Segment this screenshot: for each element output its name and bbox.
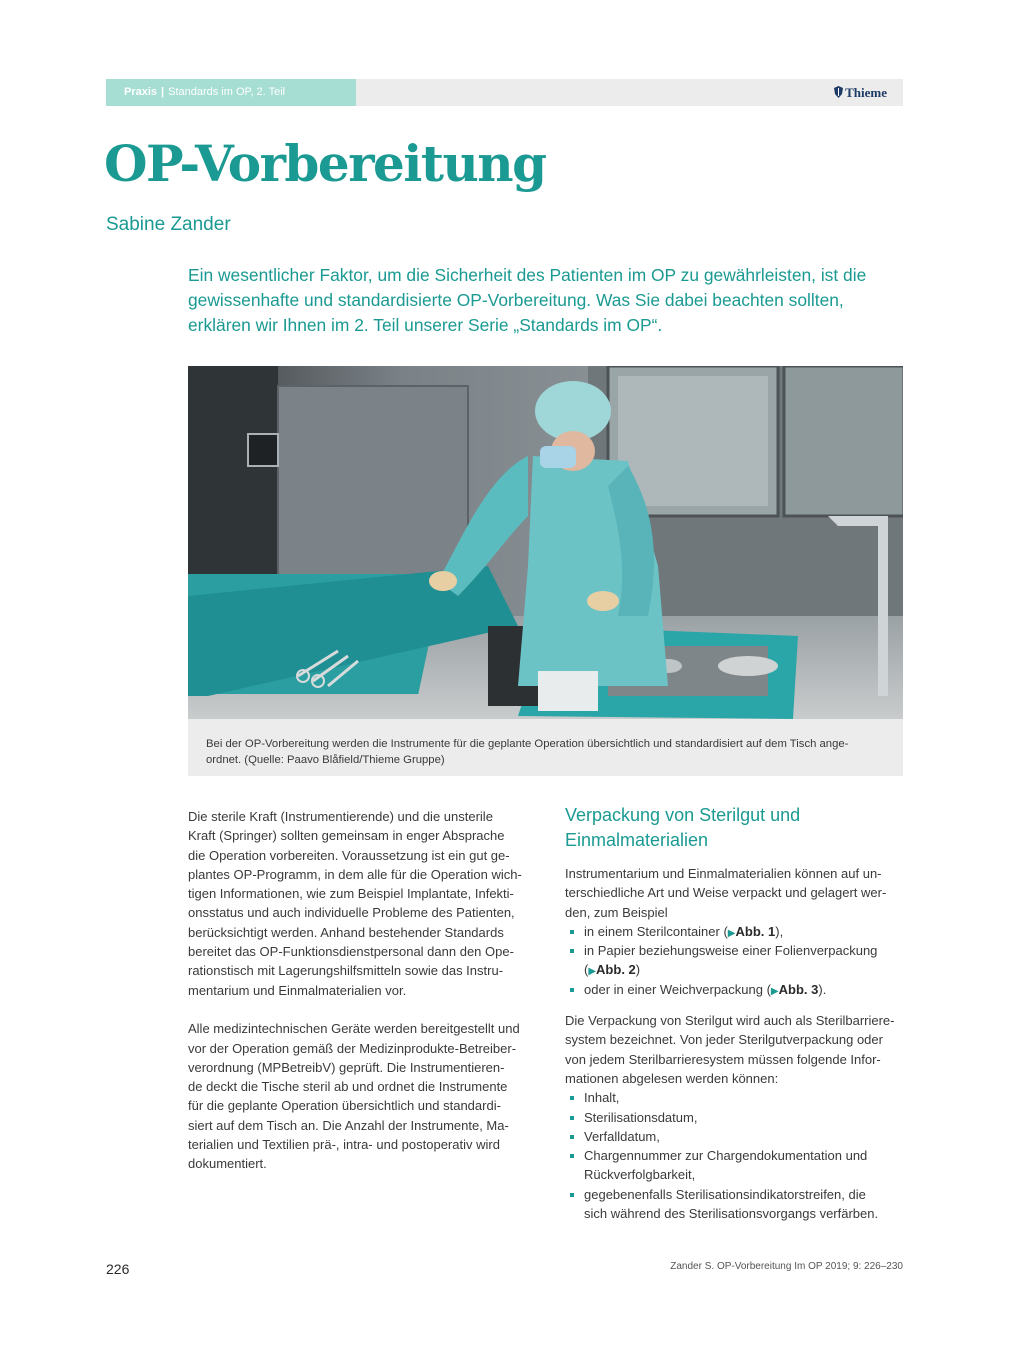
text-line: Alle medizintechnischen Geräte werden bereitgestellt und (188, 1021, 520, 1037)
text-line: plantes OP-Programm, in dem alle für die Operation wich- (188, 866, 522, 882)
operating-room-photo (188, 366, 903, 719)
bullet-icon (570, 1116, 574, 1120)
article-title: OP-Vorbereitung (104, 134, 546, 193)
list-item (565, 1108, 905, 1127)
list-item-text: Sterilisationsdatum, (584, 1109, 698, 1125)
publisher-logo (834, 79, 887, 106)
list-item-continuation (565, 960, 905, 979)
body-paragraph (188, 807, 528, 1000)
text-line: system bezeichnet. Von jeder Sterilgutverpackung oder (565, 1032, 883, 1048)
text-line: siert auf dem Tisch an. Die Anzahl der Instrumente, Ma- (188, 1117, 509, 1133)
list-item-text: in Papier beziehungsweise einer Folienverpackung (584, 943, 878, 959)
list-item-continuation (565, 1165, 905, 1184)
text-line: de deckt die Tische steril ab und ordnet die Instrumente (188, 1079, 508, 1095)
arrow-right-icon: ▶ (770, 985, 779, 997)
bullet-icon (570, 1154, 574, 1158)
bullet-icon (570, 988, 574, 992)
text-line: den, zum Beispiel (565, 904, 668, 920)
list-item-text: Rückverfolgbarkeit, (584, 1167, 696, 1183)
section-separator: | (161, 86, 165, 98)
page-number: 226 (106, 1261, 130, 1277)
figure-reference-link[interactable]: Abb. 3 (778, 981, 819, 997)
list-item (565, 922, 905, 941)
text-line: mentarium und Einmalmaterialien vor. (188, 982, 407, 998)
citation-line: Zander S. OP-Vorbereitung Im OP 2019; 9: 226–230 (670, 1261, 903, 1272)
arrow-right-icon: ▶ (727, 927, 736, 939)
information-list (565, 1088, 905, 1223)
text-line: die Operation vorbereiten. Voraussetzung ist ein gut ge- (188, 847, 510, 863)
text-line: verordnung (MPBetreibV) geprüft. Die Instrumentieren- (188, 1059, 505, 1075)
lead-line: erklären wir Ihnen im 2. Teil unserer Serie „Standards im OP“. (188, 315, 663, 335)
right-column (565, 803, 905, 1223)
bullet-icon (570, 930, 574, 934)
list-item-text: Inhalt, (584, 1090, 620, 1106)
list-item-continuation (565, 1204, 905, 1223)
article-lead (188, 263, 903, 338)
text-line: von jedem Sterilbarrieresystem müssen folgende Infor- (565, 1051, 881, 1067)
list-item (565, 1185, 905, 1204)
text-line: onsstatus und auch individuelle Probleme des Patienten, (188, 905, 515, 921)
figure-reference-link[interactable]: Abb. 2 (596, 962, 636, 978)
text-line: Kraft (Springer) sollten gemeinsam in enger Absprache (188, 828, 505, 844)
text-line: terialien und Textilien prä-, intra- und postoperativ wird (188, 1137, 500, 1153)
list-item-text: Chargennummer zur Chargendokumentation und (584, 1148, 868, 1164)
text-line: mationen abgelesen werden können: (565, 1070, 779, 1086)
bullet-icon (570, 949, 574, 953)
caption-line: Bei der OP-Vorbereitung werden die Instrumente für die geplante Operation übersichtlich und standardisiert auf dem Tisch ange- (206, 738, 849, 750)
text-line: dokumentiert. (188, 1156, 267, 1172)
text-line: für die geplante Operation übersichtlich und standardi- (188, 1098, 501, 1114)
list-item-text: in einem Sterilcontainer ( (584, 923, 728, 939)
list-item-text: ). (818, 981, 827, 997)
text-line: Die sterile Kraft (Instrumentierende) und die unsterile (188, 809, 493, 824)
text-line: berücksichtigt werden. Anhand bestehender Standards (188, 924, 504, 940)
list-item-text: gegebenenfalls Sterilisationsindikatorstreifen, die (584, 1186, 866, 1202)
bullet-icon (570, 1135, 574, 1139)
section-label: Praxis (124, 86, 158, 98)
bullet-icon (570, 1096, 574, 1100)
list-item-text: sich während des Sterilisationsvorgangs verfärben. (584, 1206, 879, 1222)
caption-line: ordnet. (Quelle: Paavo Blåfield/Thieme Gruppe) (206, 754, 445, 766)
text-line: Die Verpackung von Sterilgut wird auch als Sterilbarriere- (565, 1013, 895, 1029)
series-label: Standards im OP, 2. Teil (168, 86, 286, 98)
left-column (188, 807, 528, 1174)
figure-reference-link[interactable]: Abb. 1 (735, 923, 776, 939)
article-author: Sabine Zander (106, 214, 231, 235)
list-item-text: Verfalldatum, (584, 1128, 660, 1144)
publisher-name: Thieme (845, 85, 887, 100)
list-item (565, 1088, 905, 1107)
text-line: bereitet das OP-Funktionsdienstpersonal dann den Ope- (188, 944, 514, 960)
packaging-list (565, 922, 905, 999)
operating-room-illustration (188, 366, 903, 719)
text-line: vor der Operation gemäß der Medizinprodukte-Betreiber- (188, 1040, 517, 1056)
list-item (565, 941, 905, 960)
section-tab (106, 79, 356, 106)
body-paragraph (188, 1019, 528, 1173)
lead-line: Ein wesentlicher Faktor, um die Sicherheit des Patienten im OP zu gewährleisten, ist die (188, 265, 867, 285)
text-line: rationstisch mit Lagerungshilfsmitteln sowie das Instru- (188, 963, 504, 979)
text-line: tigen Informationen, wie zum Beispiel Implantate, Infekti- (188, 886, 514, 902)
text-line: terschiedliche Art und Weise verpackt und gelagert wer- (565, 885, 887, 901)
body-paragraph (565, 864, 905, 922)
body-paragraph (565, 1011, 905, 1088)
header-bar (106, 79, 903, 106)
list-item-text: ( (584, 962, 589, 978)
thieme-crest-icon (834, 86, 843, 98)
text-line: Instrumentarium und Einmalmaterialien können auf un- (565, 866, 882, 881)
list-item-text: ) (635, 962, 641, 978)
arrow-right-icon: ▶ (588, 966, 597, 978)
list-item-text: oder in einer Weichverpackung ( (584, 981, 771, 997)
section-heading (565, 803, 905, 853)
list-item (565, 1127, 905, 1146)
bullet-icon (570, 1193, 574, 1197)
figure-caption (188, 719, 903, 776)
list-item (565, 980, 905, 999)
list-item (565, 1146, 905, 1165)
list-item-text: ), (775, 923, 784, 939)
heading-line: Einmalmaterialien (565, 830, 709, 850)
lead-line: gewissenhafte und standardisierte OP-Vorbereitung. Was Sie dabei beachten sollten, (188, 290, 844, 310)
heading-line: Verpackung von Sterilgut und (565, 805, 801, 825)
